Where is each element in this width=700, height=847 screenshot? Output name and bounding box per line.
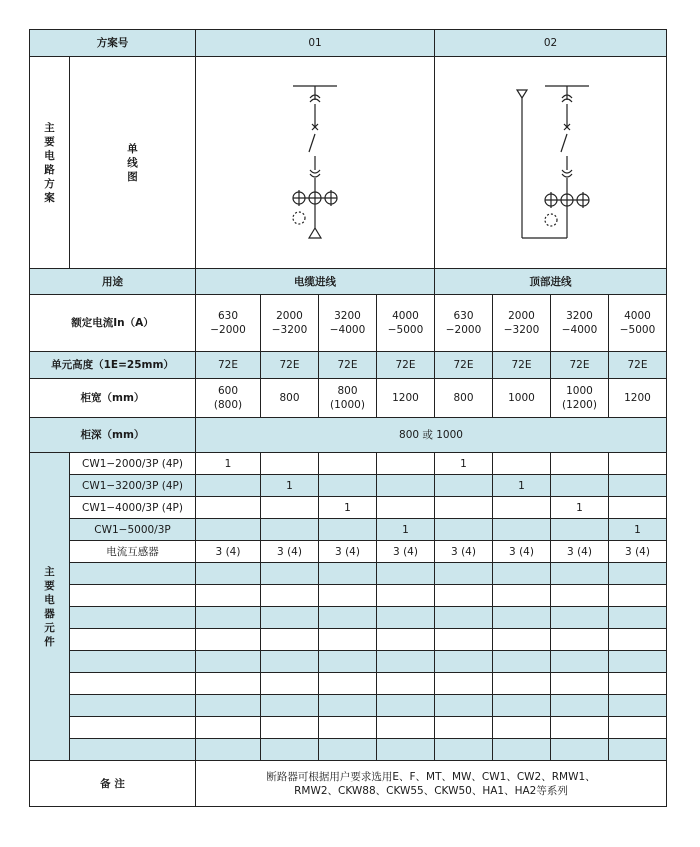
rated-current-value: 2000 −3200	[493, 295, 551, 352]
component-row	[30, 541, 667, 563]
purpose-cable-incoming: 电缆进线	[196, 269, 435, 295]
unit-height-label: 单元高度（1E=25mm）	[30, 352, 196, 379]
component-quantity	[196, 717, 261, 739]
scheme-02-label: 02	[435, 30, 667, 57]
component-quantity	[377, 453, 435, 475]
component-quantity	[319, 585, 377, 607]
cabinet-depth-label: 柜深（mm）	[30, 418, 196, 453]
component-quantity	[435, 585, 493, 607]
component-quantity	[261, 453, 319, 475]
component-quantity: 1	[319, 497, 377, 519]
component-quantity	[551, 629, 609, 651]
component-quantity	[261, 585, 319, 607]
component-quantity	[551, 695, 609, 717]
remarks-row	[30, 761, 667, 807]
component-quantity	[493, 519, 551, 541]
component-quantity	[377, 607, 435, 629]
component-quantity: 3 (4)	[435, 541, 493, 563]
component-quantity	[609, 453, 667, 475]
component-quantity	[377, 717, 435, 739]
component-quantity: 3 (4)	[493, 541, 551, 563]
component-quantity	[196, 695, 261, 717]
component-quantity	[261, 651, 319, 673]
component-name	[70, 717, 196, 739]
scheme-number-row	[30, 30, 667, 57]
component-quantity	[493, 453, 551, 475]
component-quantity	[261, 497, 319, 519]
component-quantity: 3 (4)	[609, 541, 667, 563]
component-quantity	[319, 739, 377, 761]
component-quantity	[377, 497, 435, 519]
unit-height-value: 72E	[609, 352, 667, 379]
component-row	[30, 651, 667, 673]
component-name	[70, 651, 196, 673]
component-row	[30, 453, 667, 475]
component-quantity: 1	[196, 453, 261, 475]
component-quantity: 1	[493, 475, 551, 497]
component-quantity	[493, 629, 551, 651]
component-quantity	[261, 563, 319, 585]
component-quantity	[261, 607, 319, 629]
component-quantity	[319, 475, 377, 497]
component-quantity	[609, 695, 667, 717]
cable-incoming-single-line-diagram	[285, 78, 345, 248]
top-incoming-single-line-diagram	[511, 78, 591, 248]
scheme-02-diagram-cell	[435, 57, 667, 269]
rated-current-value: 4000 −5000	[377, 295, 435, 352]
component-quantity	[319, 629, 377, 651]
component-quantity: 1	[551, 497, 609, 519]
component-name: CW1−2000/3P (4P)	[70, 453, 196, 475]
component-quantity	[261, 629, 319, 651]
component-quantity	[435, 717, 493, 739]
component-quantity: 1	[435, 453, 493, 475]
component-quantity	[377, 475, 435, 497]
component-quantity: 1	[377, 519, 435, 541]
unit-height-value: 72E	[377, 352, 435, 379]
component-quantity	[377, 563, 435, 585]
component-quantity	[493, 717, 551, 739]
component-quantity	[493, 695, 551, 717]
cabinet-width-value: 600 (800)	[196, 379, 261, 418]
unit-height-value: 72E	[196, 352, 261, 379]
component-row	[30, 563, 667, 585]
component-quantity	[196, 475, 261, 497]
component-quantity	[493, 739, 551, 761]
component-row	[30, 629, 667, 651]
component-row	[30, 519, 667, 541]
spec-sheet	[29, 29, 666, 810]
component-quantity	[196, 739, 261, 761]
cabinet-width-value: 800	[261, 379, 319, 418]
component-name	[70, 585, 196, 607]
component-quantity	[435, 695, 493, 717]
component-quantity	[493, 673, 551, 695]
component-row	[30, 717, 667, 739]
unit-height-value: 72E	[435, 352, 493, 379]
rated-current-row	[30, 295, 667, 352]
cabinet-width-value: 800 (1000)	[319, 379, 377, 418]
component-quantity	[435, 519, 493, 541]
component-quantity	[196, 519, 261, 541]
rated-current-value: 3200 −4000	[551, 295, 609, 352]
component-quantity	[609, 739, 667, 761]
component-quantity	[377, 651, 435, 673]
component-quantity	[196, 629, 261, 651]
component-row	[30, 739, 667, 761]
unit-height-value: 72E	[319, 352, 377, 379]
remarks-text: 断路器可根据用户要求选用E、F、MT、MW、CW1、CW2、RMW1、 RMW2、CKW88、CKW55、CKW50、HA1、HA2等系列	[196, 761, 667, 807]
component-quantity: 1	[609, 519, 667, 541]
component-quantity	[551, 563, 609, 585]
purpose-label: 用途	[30, 269, 196, 295]
component-quantity	[493, 651, 551, 673]
rated-current-value: 630 −2000	[435, 295, 493, 352]
component-quantity	[493, 607, 551, 629]
component-quantity	[261, 739, 319, 761]
component-quantity	[435, 607, 493, 629]
component-quantity	[435, 651, 493, 673]
component-quantity	[551, 453, 609, 475]
cabinet-width-value: 1000	[493, 379, 551, 418]
unit-height-value: 72E	[493, 352, 551, 379]
cabinet-depth-row	[30, 418, 667, 453]
purpose-row	[30, 269, 667, 295]
component-quantity: 3 (4)	[377, 541, 435, 563]
component-quantity	[551, 739, 609, 761]
component-row	[30, 585, 667, 607]
component-quantity	[551, 607, 609, 629]
component-quantity	[435, 739, 493, 761]
component-quantity	[377, 585, 435, 607]
component-quantity	[493, 585, 551, 607]
component-name	[70, 673, 196, 695]
cabinet-width-value: 1200	[377, 379, 435, 418]
component-quantity	[609, 629, 667, 651]
component-quantity	[551, 651, 609, 673]
rated-current-value: 2000 −3200	[261, 295, 319, 352]
component-quantity: 3 (4)	[551, 541, 609, 563]
component-quantity	[609, 651, 667, 673]
component-quantity	[319, 563, 377, 585]
component-quantity	[493, 497, 551, 519]
component-name	[70, 739, 196, 761]
scheme-01-diagram-cell	[196, 57, 435, 269]
component-quantity	[493, 563, 551, 585]
component-quantity	[319, 695, 377, 717]
main-circuit-label: 主 要 电 路 方 案	[30, 57, 70, 269]
component-quantity	[196, 585, 261, 607]
component-quantity	[261, 519, 319, 541]
scheme-number-label: 方案号	[30, 30, 196, 57]
component-quantity	[319, 519, 377, 541]
component-quantity	[261, 695, 319, 717]
component-name: CW1−4000/3P (4P)	[70, 497, 196, 519]
component-row	[30, 607, 667, 629]
component-quantity	[551, 475, 609, 497]
cabinet-depth-value: 800 或 1000	[196, 418, 667, 453]
purpose-top-incoming: 顶部进线	[435, 269, 667, 295]
component-quantity	[435, 475, 493, 497]
component-quantity	[609, 563, 667, 585]
remarks-label: 备 注	[30, 761, 196, 807]
cabinet-width-value: 1200	[609, 379, 667, 418]
rated-current-value: 630 −2000	[196, 295, 261, 352]
rated-current-label: 额定电流In（A）	[30, 295, 196, 352]
component-quantity	[377, 739, 435, 761]
component-name: CW1−5000/3P	[70, 519, 196, 541]
component-quantity: 3 (4)	[319, 541, 377, 563]
component-name	[70, 607, 196, 629]
scheme-01-label: 01	[196, 30, 435, 57]
component-quantity	[609, 607, 667, 629]
cabinet-width-label: 柜宽（mm）	[30, 379, 196, 418]
component-quantity	[551, 519, 609, 541]
component-quantity	[609, 585, 667, 607]
component-row	[30, 475, 667, 497]
component-quantity	[435, 497, 493, 519]
rated-current-value: 4000 −5000	[609, 295, 667, 352]
component-name: 电流互感器	[70, 541, 196, 563]
component-quantity	[261, 673, 319, 695]
component-quantity	[196, 673, 261, 695]
component-name	[70, 629, 196, 651]
main-components-label: 主 要 电 器 元 件	[30, 453, 70, 761]
component-quantity	[551, 585, 609, 607]
component-quantity	[319, 651, 377, 673]
unit-height-row	[30, 352, 667, 379]
component-row	[30, 695, 667, 717]
component-quantity	[377, 673, 435, 695]
component-quantity	[377, 695, 435, 717]
component-quantity	[196, 651, 261, 673]
scheme-table	[29, 29, 667, 807]
component-quantity	[319, 717, 377, 739]
component-quantity	[319, 453, 377, 475]
component-quantity	[319, 673, 377, 695]
single-line-label: 单 线 图	[70, 57, 196, 269]
component-row	[30, 673, 667, 695]
component-quantity	[609, 497, 667, 519]
component-quantity	[319, 607, 377, 629]
component-quantity	[196, 607, 261, 629]
component-quantity	[261, 717, 319, 739]
component-quantity	[435, 563, 493, 585]
cabinet-width-value: 1000 (1200)	[551, 379, 609, 418]
rated-current-value: 3200 −4000	[319, 295, 377, 352]
component-name: CW1−3200/3P (4P)	[70, 475, 196, 497]
component-quantity	[551, 673, 609, 695]
component-quantity	[377, 629, 435, 651]
component-quantity: 1	[261, 475, 319, 497]
cabinet-width-row	[30, 379, 667, 418]
component-quantity: 3 (4)	[196, 541, 261, 563]
component-quantity	[435, 673, 493, 695]
component-quantity	[435, 629, 493, 651]
component-quantity	[196, 497, 261, 519]
component-name	[70, 695, 196, 717]
component-quantity	[196, 563, 261, 585]
component-quantity	[609, 717, 667, 739]
component-quantity	[609, 475, 667, 497]
unit-height-value: 72E	[551, 352, 609, 379]
unit-height-value: 72E	[261, 352, 319, 379]
component-quantity	[609, 673, 667, 695]
component-quantity	[551, 717, 609, 739]
component-quantity: 3 (4)	[261, 541, 319, 563]
single-line-diagram-row	[30, 57, 667, 269]
component-name	[70, 563, 196, 585]
cabinet-width-value: 800	[435, 379, 493, 418]
component-row	[30, 497, 667, 519]
